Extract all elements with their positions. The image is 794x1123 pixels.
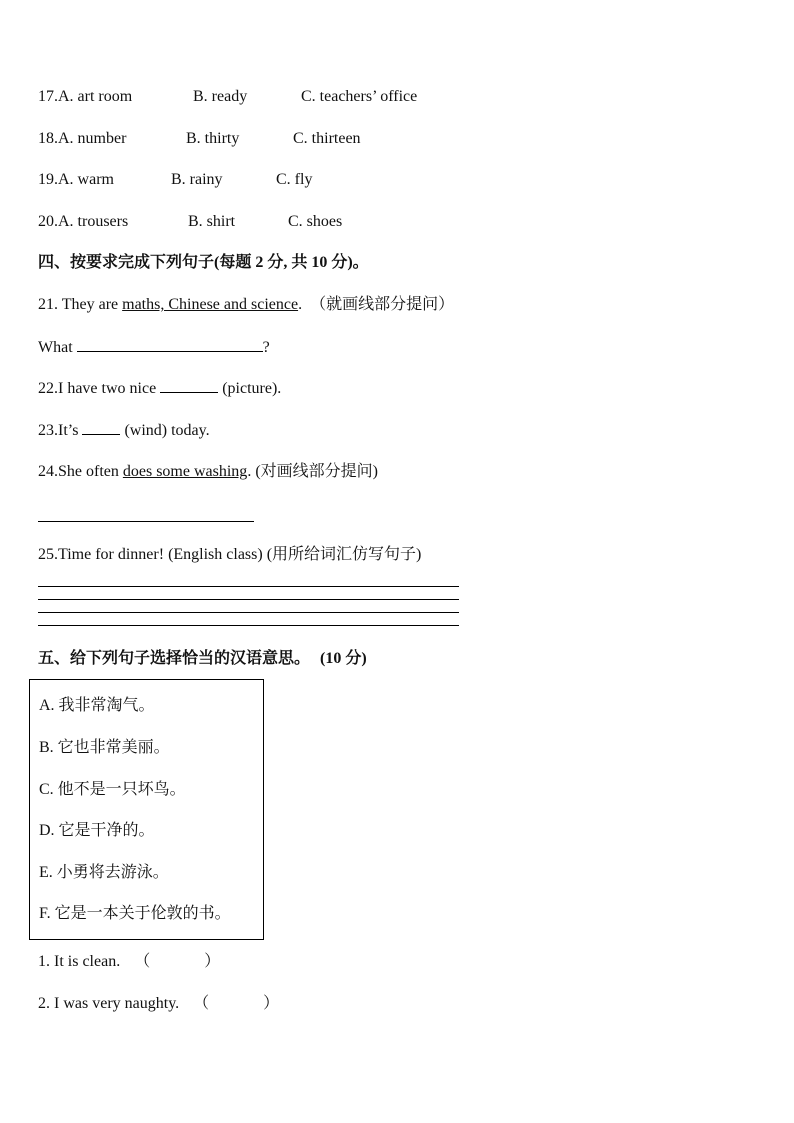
section-4-heading: 四、按要求完成下列句子(每题 2 分, 共 10 分)。 [38, 254, 369, 271]
section-5-title: 五、给下列句子选择恰当的汉语意思。 [38, 650, 311, 667]
option-c: C. shoes [288, 213, 343, 230]
answer-blank[interactable] [160, 378, 218, 393]
question-number: 17. [38, 88, 58, 105]
choice-a: A. 我非常淘气。 [39, 697, 155, 714]
choice-b: B. 它也非常美丽。 [39, 739, 170, 756]
option-b: B. thirty [186, 130, 240, 147]
option-c: C. teachers’ office [301, 88, 418, 105]
question-number: 20. [38, 213, 58, 230]
answer-line-25-3[interactable] [38, 612, 459, 613]
matching-question-2 [38, 994, 279, 1014]
matching-question-1 [38, 952, 220, 972]
underlined-phrase: maths, Chinese and science [122, 296, 299, 313]
answer-paren-close: ） [204, 953, 221, 970]
question-text: It’s [58, 422, 83, 439]
question-17 [38, 87, 418, 107]
choice-c: C. 他不是一只坏鸟。 [39, 781, 186, 798]
question-text: They are [58, 296, 123, 313]
answer-prefix: What [38, 339, 73, 356]
section-5-heading [38, 649, 367, 669]
answer-21 [38, 337, 270, 358]
question-number: 18. [38, 130, 58, 147]
question-21 [38, 295, 454, 315]
question-text-end: (picture). [218, 380, 282, 397]
answer-blank[interactable] [82, 420, 120, 435]
question-text: 2. I was very naughty. [38, 995, 180, 1012]
question-text: I have two nice [58, 380, 161, 397]
option-a: A. trousers [58, 213, 129, 230]
option-a: A. warm [58, 171, 114, 188]
question-number: 24. [38, 463, 58, 480]
answer-line-25-2[interactable] [38, 599, 459, 600]
question-number: 23. [38, 422, 58, 439]
question-22 [38, 378, 281, 399]
option-b: B. shirt [188, 213, 236, 230]
option-b: B. ready [193, 88, 248, 105]
answer-line-24[interactable] [38, 521, 254, 522]
option-c: C. fly [276, 171, 313, 188]
question-number: 21. [38, 296, 58, 313]
question-number: 22. [38, 380, 58, 397]
option-a: A. number [58, 130, 127, 147]
answer-blank[interactable] [77, 337, 263, 352]
option-c: C. thirteen [293, 130, 361, 147]
option-a: A. art room [58, 88, 133, 105]
answer-line-25-4[interactable] [38, 625, 459, 626]
answer-paren-open: （ [134, 953, 151, 970]
question-number: 19. [38, 171, 58, 188]
question-19 [38, 170, 313, 190]
option-b: B. rainy [171, 171, 223, 188]
answer-line-25-1[interactable] [38, 586, 459, 587]
question-text-end: . [298, 296, 303, 313]
choices-box [29, 679, 264, 940]
underlined-phrase: does some washing [122, 463, 248, 480]
question-text: 1. It is clean. [38, 953, 121, 970]
section-5-score: (10 分) [320, 650, 367, 667]
question-text-end: . (对画线部分提问) [247, 463, 378, 480]
question-text: Time for dinner! (English class) (用所给词汇仿写句子) [58, 546, 422, 563]
question-text-end: (wind) today. [120, 422, 210, 439]
question-text: She often [58, 463, 123, 480]
answer-paren-open: （ [193, 995, 210, 1012]
question-24 [38, 462, 378, 482]
answer-suffix: ? [262, 339, 270, 356]
question-20 [38, 212, 343, 232]
answer-paren-close: ） [263, 995, 280, 1012]
question-23 [38, 420, 210, 441]
choice-f: F. 它是一本关于伦敦的书。 [39, 905, 231, 922]
question-number: 25. [38, 546, 58, 563]
choice-d: D. 它是干净的。 [39, 822, 155, 839]
question-instruction: （就画线部分提问） [310, 296, 455, 313]
choice-e: E. 小勇将去游泳。 [39, 864, 169, 881]
question-18 [38, 129, 361, 149]
question-25 [38, 545, 421, 565]
